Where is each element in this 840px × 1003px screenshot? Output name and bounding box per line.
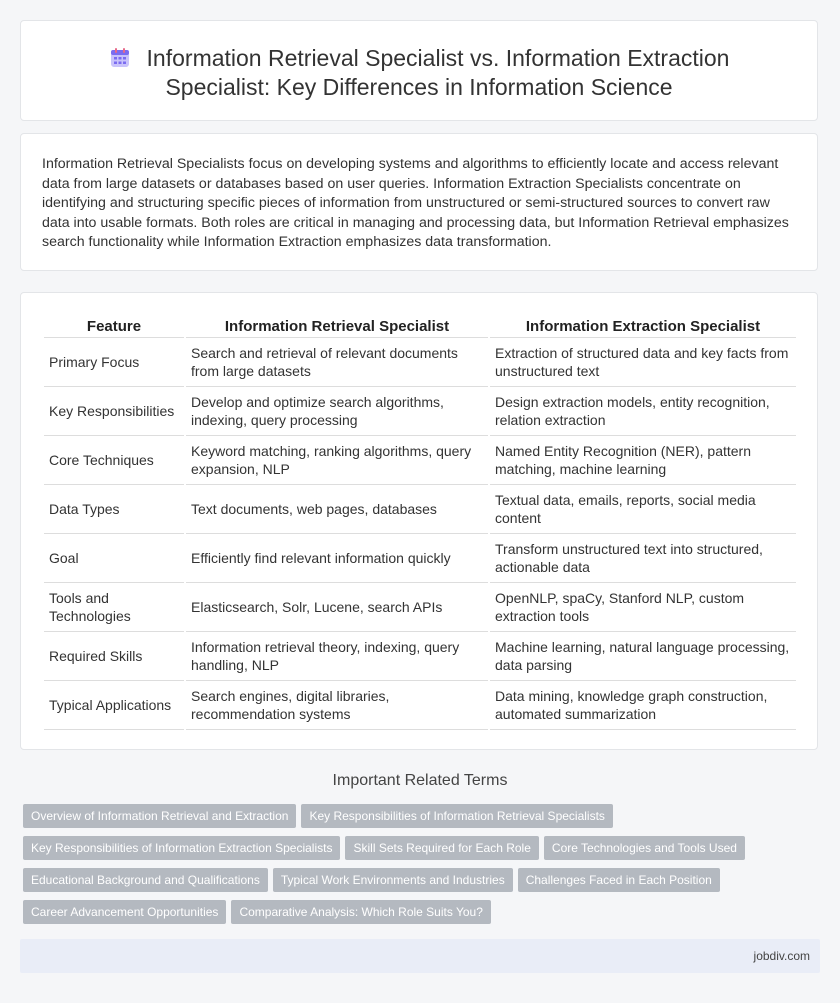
table-header-row bbox=[44, 315, 796, 338]
related-term-tag[interactable]: Overview of Information Retrieval and Extraction bbox=[23, 804, 296, 828]
footer bbox=[20, 939, 820, 973]
table-row bbox=[44, 387, 796, 436]
extraction-cell: Textual data, emails, reports, social media content bbox=[490, 485, 796, 534]
related-term-tag[interactable]: Key Responsibilities of Information Retrieval Specialists bbox=[301, 804, 612, 828]
related-term-tag[interactable]: Educational Background and Qualifications bbox=[23, 868, 268, 892]
related-terms-list bbox=[23, 804, 803, 932]
comparison-table-card bbox=[20, 292, 818, 750]
table-row bbox=[44, 485, 796, 534]
feature-cell: Data Types bbox=[44, 485, 184, 534]
extraction-cell: Extraction of structured data and key facts from unstructured text bbox=[490, 338, 796, 387]
related-term-tag[interactable]: Career Advancement Opportunities bbox=[23, 900, 226, 924]
retrieval-cell: Search and retrieval of relevant documents from large datasets bbox=[186, 338, 488, 387]
extraction-cell: Design extraction models, entity recognition, relation extraction bbox=[490, 387, 796, 436]
feature-cell: Tools and Technologies bbox=[44, 583, 184, 632]
related-term-tag[interactable]: Typical Work Environments and Industries bbox=[273, 868, 513, 892]
header-feature: Feature bbox=[44, 315, 184, 338]
extraction-cell: Machine learning, natural language processing, data parsing bbox=[490, 632, 796, 681]
comparison-table bbox=[42, 315, 798, 730]
related-term-tag[interactable]: Challenges Faced in Each Position bbox=[518, 868, 720, 892]
page-title bbox=[21, 44, 817, 102]
summary-card bbox=[20, 133, 818, 271]
extraction-cell: Data mining, knowledge graph construction, automated summarization bbox=[490, 681, 796, 730]
table-row bbox=[44, 338, 796, 387]
retrieval-cell: Text documents, web pages, databases bbox=[186, 485, 488, 534]
related-term-tag[interactable]: Comparative Analysis: Which Role Suits You? bbox=[231, 900, 490, 924]
feature-cell: Primary Focus bbox=[44, 338, 184, 387]
retrieval-cell: Efficiently find relevant information quickly bbox=[186, 534, 488, 583]
related-term-tag[interactable]: Skill Sets Required for Each Role bbox=[345, 836, 538, 860]
feature-cell: Key Responsibilities bbox=[44, 387, 184, 436]
table-row bbox=[44, 681, 796, 730]
related-term-tag[interactable]: Key Responsibilities of Information Extraction Specialists bbox=[23, 836, 340, 860]
feature-cell: Core Techniques bbox=[44, 436, 184, 485]
summary-text: Information Retrieval Specialists focus on developing systems and algorithms to efficiently locate and access relevant data from large datasets or databases based on user queries. Information Extraction Specialists concentrate on identifying and structuring specific pieces of information from unstructured or semi-structured sources to convert raw data into usable formats. Both roles are critical in managing and processing data, but Information Retrieval emphasizes search functionality while Information Extraction emphasizes data transformation. bbox=[42, 156, 789, 251]
extraction-cell: Transform unstructured text into structured, actionable data bbox=[490, 534, 796, 583]
table-row bbox=[44, 583, 796, 632]
title-card bbox=[20, 20, 818, 121]
header-extraction: Information Extraction Specialist bbox=[490, 315, 796, 338]
header-retrieval: Information Retrieval Specialist bbox=[186, 315, 488, 338]
feature-cell: Required Skills bbox=[44, 632, 184, 681]
footer-site-link[interactable]: jobdiv.com bbox=[753, 949, 810, 963]
extraction-cell: Named Entity Recognition (NER), pattern matching, machine learning bbox=[490, 436, 796, 485]
table-row bbox=[44, 632, 796, 681]
table-row bbox=[44, 534, 796, 583]
retrieval-cell: Develop and optimize search algorithms, indexing, query processing bbox=[186, 387, 488, 436]
feature-cell: Goal bbox=[44, 534, 184, 583]
related-terms-title: Important Related Terms bbox=[332, 772, 508, 789]
retrieval-cell: Search engines, digital libraries, recommendation systems bbox=[186, 681, 488, 730]
feature-cell: Typical Applications bbox=[44, 681, 184, 730]
extraction-cell: OpenNLP, spaCy, Stanford NLP, custom extraction tools bbox=[490, 583, 796, 632]
related-term-tag[interactable]: Core Technologies and Tools Used bbox=[544, 836, 745, 860]
retrieval-cell: Keyword matching, ranking algorithms, query expansion, NLP bbox=[186, 436, 488, 485]
retrieval-cell: Information retrieval theory, indexing, query handling, NLP bbox=[186, 632, 488, 681]
retrieval-cell: Elasticsearch, Solr, Lucene, search APIs bbox=[186, 583, 488, 632]
table-row bbox=[44, 436, 796, 485]
page-title-text: Information Retrieval Specialist vs. Information Extraction Specialist: Key Differences in Information Science bbox=[146, 45, 730, 100]
calendar-icon bbox=[109, 47, 131, 69]
